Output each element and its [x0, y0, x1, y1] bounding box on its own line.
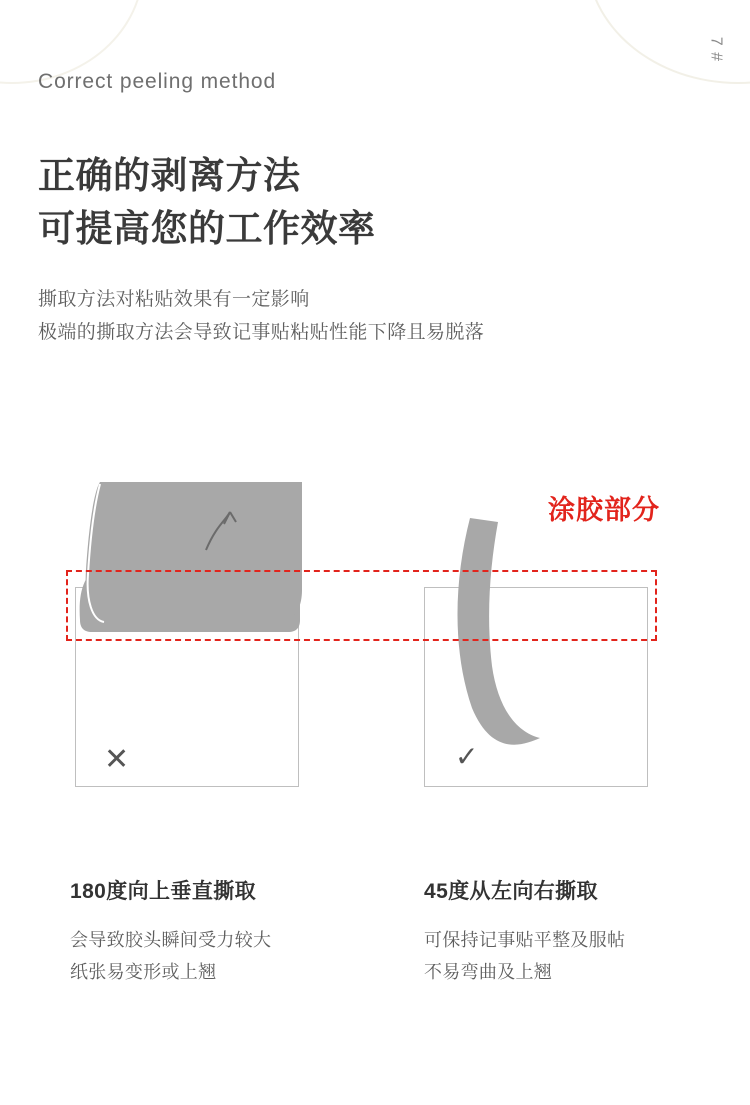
caption-wrong-title: 180度向上垂直撕取 [70, 880, 257, 903]
caption-wrong-line-1: 会导致胶头瞬间受力较大 [70, 930, 272, 950]
page-subcopy [38, 283, 678, 350]
caption-correct-method [424, 875, 724, 988]
caption-correct-line-1: 可保持记事贴平整及服帖 [424, 930, 626, 950]
page-title-line-2: 可提高您的工作效率 [38, 207, 376, 249]
subcopy-line-2: 极端的撕取方法会导致记事贴粘贴性能下降且易脱落 [38, 322, 485, 344]
page-number: 7 # [707, 36, 724, 62]
correct-mark-icon: ✓ [455, 741, 479, 772]
wrong-mark-icon: ✕ [104, 743, 130, 776]
section-eyebrow-english: Correct peeling method [38, 70, 277, 93]
caption-correct-line-2: 不易弯曲及上翘 [424, 961, 553, 982]
peeling-diagram [0, 470, 750, 810]
caption-wrong-method [70, 875, 370, 988]
caption-correct-title: 45度从左向右撕取 [424, 880, 598, 903]
page-title [38, 150, 638, 255]
caption-wrong-line-2: 纸张易变形或上翘 [70, 961, 217, 982]
glue-area-label: 涂胶部分 [548, 495, 660, 525]
decorative-arc-top-right [586, 0, 750, 84]
subcopy-line-1: 撕取方法对粘贴效果有一定影响 [38, 289, 310, 310]
glue-area-dashed-box [66, 570, 657, 641]
page-title-line-1: 正确的剥离方法 [38, 155, 301, 196]
